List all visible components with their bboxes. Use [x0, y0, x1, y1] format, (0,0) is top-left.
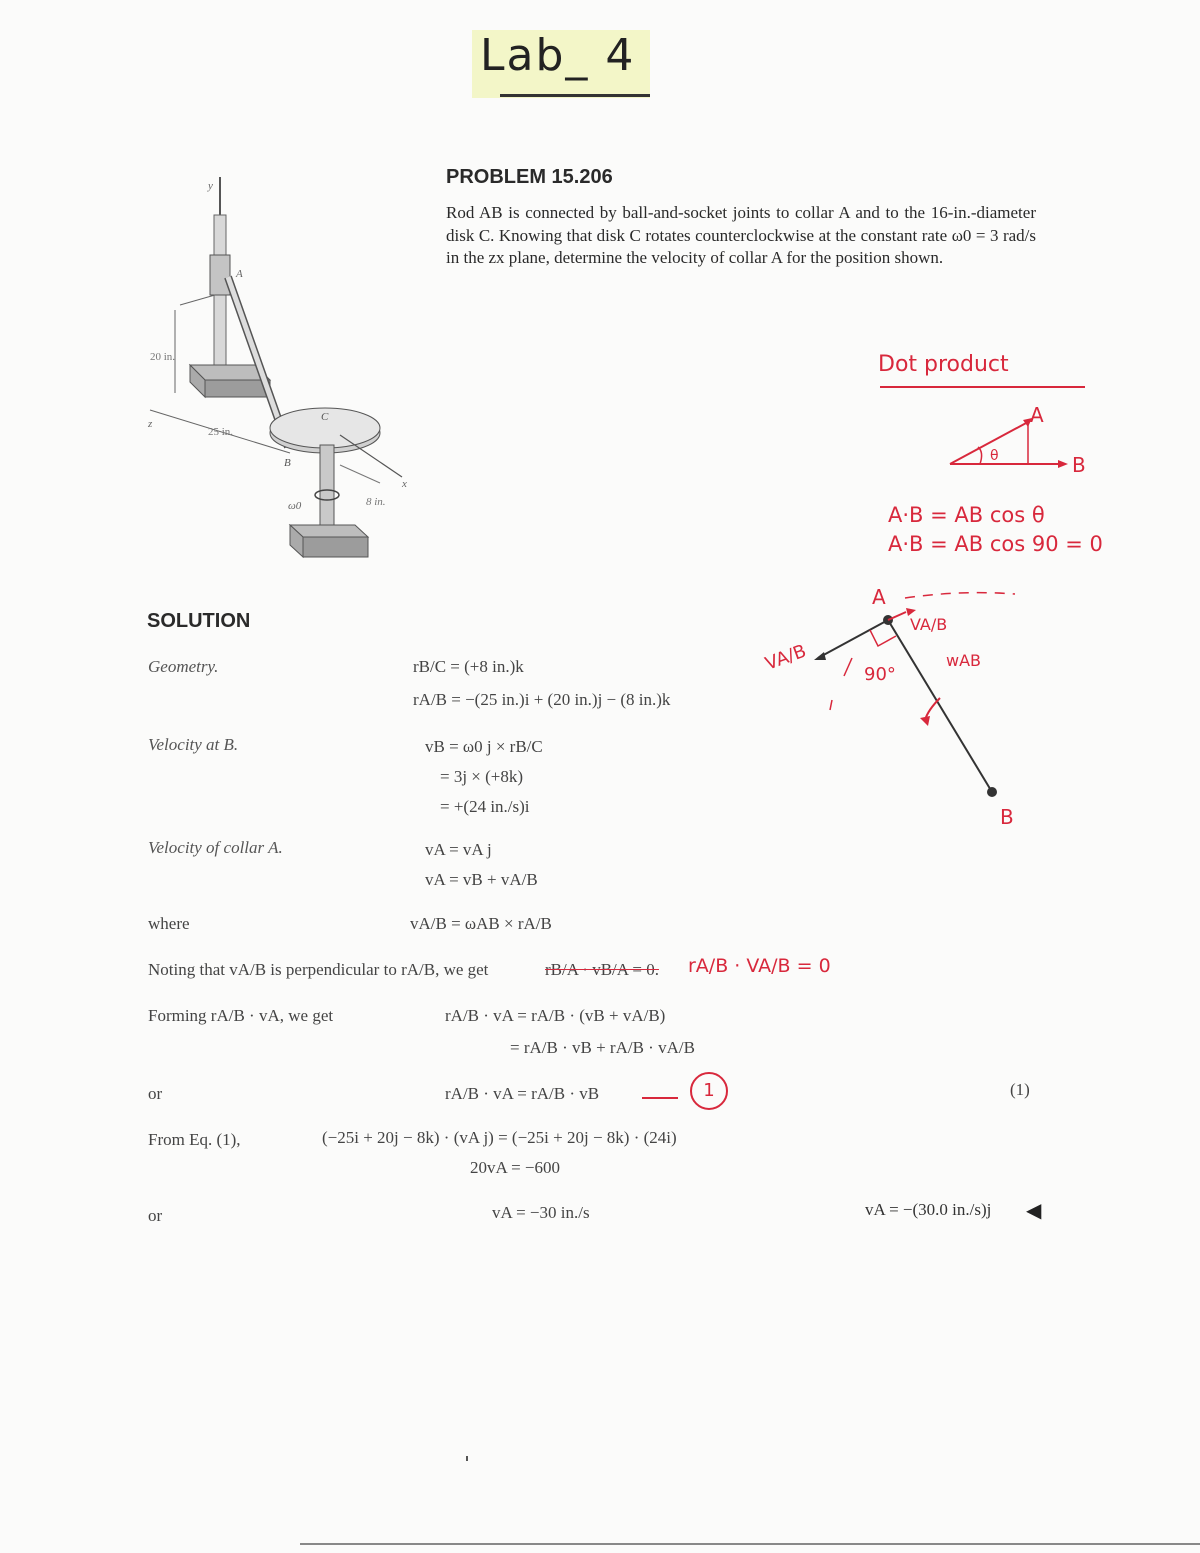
vb-eq3: = +(24 in./s)i — [440, 797, 530, 816]
diagram-a-label: A — [872, 585, 886, 609]
equation-number: (1) — [1010, 1080, 1030, 1099]
note-side-eq: rA/B · VA/B = 0 — [688, 955, 831, 977]
where-eq: vA/B = ωAB × rA/B — [410, 914, 552, 933]
point-b-label: B — [284, 457, 291, 469]
diagram-b-label: B — [1000, 805, 1014, 829]
final-eq: vA = −30 in./s — [492, 1203, 590, 1222]
noting-text: Noting that vA/B is perpendicular to rA/B, we get — [148, 960, 489, 979]
omega-label: ω0 — [288, 500, 302, 512]
wab-label: wAB — [946, 651, 982, 670]
note-dash — [642, 1097, 678, 1099]
from-label: From Eq. (1), — [148, 1130, 241, 1149]
point-a-label: A — [236, 268, 243, 280]
scan-bottom-edge — [300, 1543, 1200, 1545]
dim-20-label: 20 in. — [150, 351, 176, 363]
triangle-b-label: B — [1072, 453, 1086, 477]
collar-a — [210, 255, 230, 295]
note-underline — [880, 386, 1085, 388]
z-axis-label: z — [148, 418, 153, 430]
note-dot-eq1: A·B = AB cos θ — [888, 503, 1045, 527]
from-eq2: 20vA = −600 — [470, 1158, 561, 1177]
or-eq: rA/B · vA = rA/B · vB — [445, 1084, 600, 1103]
va-eq2: vA = vB + vA/B — [425, 870, 538, 889]
forming-text: Forming rA/B · vA, we get — [148, 1006, 334, 1025]
triangle-a-label: A — [1030, 403, 1044, 427]
from-eq1: (−25i + 20j − 8k) · (vA j) = (−25i + 20j − 8k) · (24i) — [322, 1128, 677, 1147]
where-label: where — [148, 914, 190, 933]
dim-25-label: 25 in. — [208, 426, 234, 438]
problem-heading: PROBLEM 15.206 — [446, 166, 613, 188]
final-answer: vA = −(30.0 in./s)j — [865, 1200, 992, 1219]
dot-product-triangle — [940, 400, 1090, 480]
answer-marker: ◀ — [1026, 1198, 1042, 1222]
mechanism-figure — [140, 165, 430, 585]
note-dot-eq2: A·B = AB cos 90 = 0 — [888, 532, 1103, 556]
noting-struck-eq: rB/A · vB/A = 0. — [545, 960, 659, 979]
forming-eq2: = rA/B · vB + rA/B · vA/B — [510, 1038, 695, 1057]
solution-heading: SOLUTION — [147, 610, 251, 632]
or2-label: or — [148, 1206, 163, 1225]
vab-left-label: VA/B — [762, 640, 810, 675]
title-underline — [500, 94, 650, 97]
geometry-eq1: rB/C = (+8 in.)k — [413, 657, 524, 676]
va-eq1: vA = vA j — [425, 840, 492, 859]
scan-dot — [466, 1456, 468, 1461]
y-axis-label: y — [208, 180, 213, 192]
dim-8-label: 8 in. — [366, 496, 386, 508]
page-title: Lab_ 4 — [480, 30, 636, 81]
angle-90-label: 90° — [864, 664, 896, 685]
x-axis-label: x — [402, 478, 407, 490]
or-label: or — [148, 1084, 163, 1103]
vab-right-label: VA/B — [910, 615, 948, 634]
vb-eq1: vB = ω0 j × rB/C — [425, 737, 543, 756]
geometry-label: Geometry. — [148, 657, 219, 676]
forming-eq1: rA/B · vA = rA/B · (vB + vA/B) — [445, 1006, 666, 1025]
vb-eq2: = 3j × (+8k) — [440, 767, 524, 786]
relative-velocity-diagram — [760, 580, 1040, 830]
triangle-theta-label: θ — [990, 448, 999, 464]
geometry-eq2: rA/B = −(25 in.)i + (20 in.)j − (8 in.)k — [413, 690, 671, 709]
point-c-label: C — [321, 411, 329, 423]
note-dot-product: Dot product — [878, 352, 1009, 377]
problem-statement: Rod AB is connected by ball-and-socket joints to collar A and to the 16-in.-diameter disk C. Knowing that disk C rotates counterclockwise at the constant rate ω0 = 3 rad/s in the zx plane, determine the velocity of collar A for the position shown. — [446, 203, 1036, 267]
vb-label: Velocity at B. — [148, 735, 239, 754]
va-label: Velocity of collar A. — [148, 838, 283, 857]
note-circled-1: 1 — [690, 1072, 728, 1110]
